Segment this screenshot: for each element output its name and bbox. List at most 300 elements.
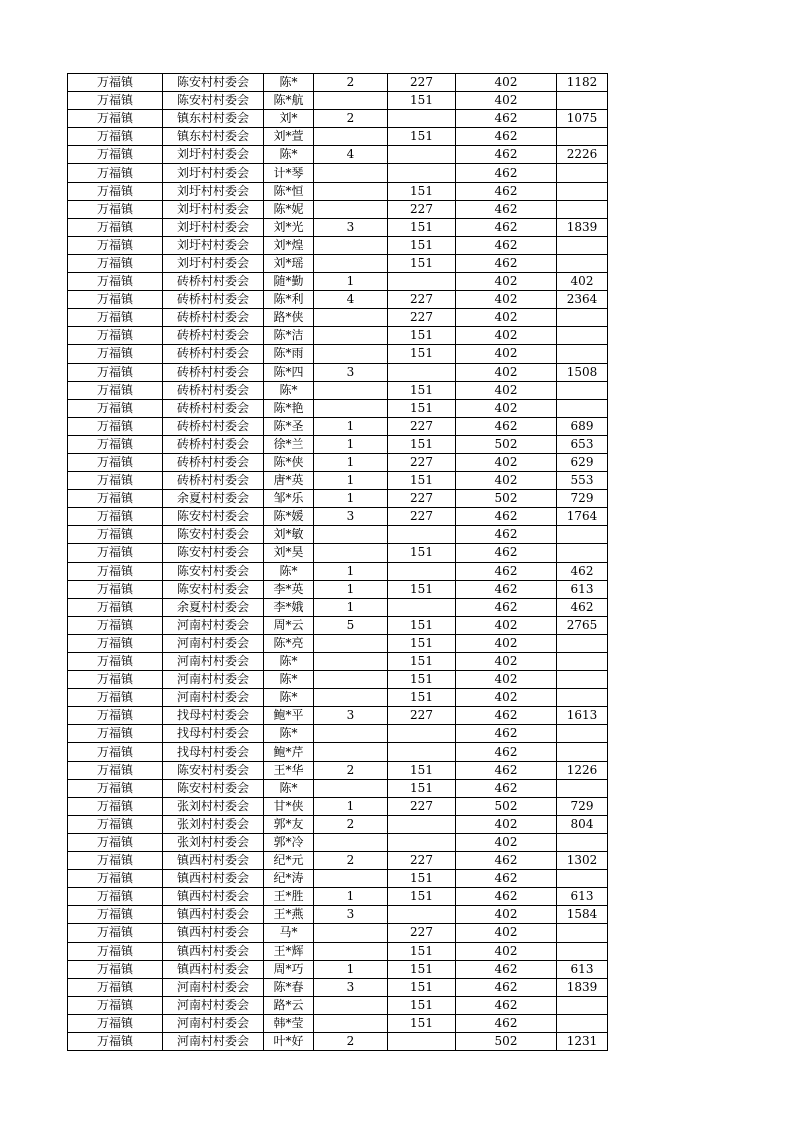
amount-a-cell bbox=[388, 164, 456, 182]
town-cell: 万福镇 bbox=[68, 797, 163, 815]
amount-a-cell: 151 bbox=[388, 653, 456, 671]
total-cell: 613 bbox=[557, 960, 608, 978]
town-cell: 万福镇 bbox=[68, 164, 163, 182]
person-name-cell: 王*燕 bbox=[264, 906, 314, 924]
village-committee-cell: 河南村村委会 bbox=[163, 616, 264, 634]
amount-a-cell: 151 bbox=[388, 218, 456, 236]
town-cell: 万福镇 bbox=[68, 978, 163, 996]
amount-a-cell bbox=[388, 598, 456, 616]
town-cell: 万福镇 bbox=[68, 110, 163, 128]
town-cell: 万福镇 bbox=[68, 146, 163, 164]
household-count-cell bbox=[314, 924, 388, 942]
village-committee-cell: 河南村村委会 bbox=[163, 634, 264, 652]
village-committee-cell: 砖桥村村委会 bbox=[163, 417, 264, 435]
table-row bbox=[68, 653, 608, 671]
amount-b-cell: 462 bbox=[456, 526, 557, 544]
amount-a-cell: 151 bbox=[388, 580, 456, 598]
person-name-cell: 陈*圣 bbox=[264, 417, 314, 435]
amount-b-cell: 462 bbox=[456, 580, 557, 598]
amount-b-cell: 402 bbox=[456, 616, 557, 634]
amount-b-cell: 462 bbox=[456, 164, 557, 182]
amount-a-cell: 151 bbox=[388, 182, 456, 200]
person-name-cell: 王*华 bbox=[264, 761, 314, 779]
amount-b-cell: 462 bbox=[456, 218, 557, 236]
household-count-cell: 1 bbox=[314, 562, 388, 580]
table-row bbox=[68, 146, 608, 164]
amount-b-cell: 402 bbox=[456, 833, 557, 851]
amount-a-cell: 227 bbox=[388, 797, 456, 815]
total-cell bbox=[557, 544, 608, 562]
household-count-cell bbox=[314, 236, 388, 254]
person-name-cell: 陈* bbox=[264, 562, 314, 580]
person-name-cell: 徐*兰 bbox=[264, 435, 314, 453]
village-committee-cell: 找母村村委会 bbox=[163, 725, 264, 743]
household-count-cell bbox=[314, 128, 388, 146]
amount-b-cell: 462 bbox=[456, 254, 557, 272]
total-cell bbox=[557, 942, 608, 960]
total-cell: 629 bbox=[557, 453, 608, 471]
household-count-cell: 1 bbox=[314, 580, 388, 598]
table-row bbox=[68, 996, 608, 1014]
table-row bbox=[68, 92, 608, 110]
person-name-cell: 刘*瑶 bbox=[264, 254, 314, 272]
total-cell bbox=[557, 254, 608, 272]
amount-b-cell: 402 bbox=[456, 653, 557, 671]
household-count-cell: 1 bbox=[314, 797, 388, 815]
amount-a-cell: 227 bbox=[388, 453, 456, 471]
amount-a-cell: 151 bbox=[388, 870, 456, 888]
household-count-cell bbox=[314, 164, 388, 182]
village-committee-cell: 张刘村村委会 bbox=[163, 815, 264, 833]
table-row bbox=[68, 580, 608, 598]
household-count-cell: 2 bbox=[314, 761, 388, 779]
village-committee-cell: 陈安村村委会 bbox=[163, 562, 264, 580]
town-cell: 万福镇 bbox=[68, 689, 163, 707]
village-committee-cell: 找母村村委会 bbox=[163, 707, 264, 725]
table-row bbox=[68, 978, 608, 996]
total-cell: 1226 bbox=[557, 761, 608, 779]
total-cell: 1075 bbox=[557, 110, 608, 128]
person-name-cell: 郭*冷 bbox=[264, 833, 314, 851]
amount-a-cell bbox=[388, 725, 456, 743]
table-row bbox=[68, 309, 608, 327]
household-count-cell bbox=[314, 942, 388, 960]
amount-b-cell: 402 bbox=[456, 924, 557, 942]
total-cell bbox=[557, 996, 608, 1014]
household-count-cell: 5 bbox=[314, 616, 388, 634]
household-count-cell bbox=[314, 833, 388, 851]
amount-b-cell: 462 bbox=[456, 960, 557, 978]
amount-b-cell: 502 bbox=[456, 435, 557, 453]
town-cell: 万福镇 bbox=[68, 906, 163, 924]
amount-b-cell: 462 bbox=[456, 725, 557, 743]
amount-a-cell bbox=[388, 815, 456, 833]
village-committee-cell: 陈安村村委会 bbox=[163, 74, 264, 92]
village-committee-cell: 刘圩村村委会 bbox=[163, 182, 264, 200]
town-cell: 万福镇 bbox=[68, 273, 163, 291]
household-count-cell bbox=[314, 743, 388, 761]
amount-b-cell: 462 bbox=[456, 200, 557, 218]
amount-a-cell: 151 bbox=[388, 1014, 456, 1032]
table-row bbox=[68, 164, 608, 182]
table-row bbox=[68, 218, 608, 236]
village-committee-cell: 镇西村村委会 bbox=[163, 960, 264, 978]
total-cell bbox=[557, 309, 608, 327]
total-cell bbox=[557, 725, 608, 743]
table-row bbox=[68, 417, 608, 435]
person-name-cell: 陈* bbox=[264, 146, 314, 164]
amount-a-cell: 227 bbox=[388, 200, 456, 218]
village-committee-cell: 砖桥村村委会 bbox=[163, 399, 264, 417]
household-count-cell bbox=[314, 200, 388, 218]
table-row bbox=[68, 110, 608, 128]
amount-a-cell: 227 bbox=[388, 74, 456, 92]
table-row bbox=[68, 544, 608, 562]
amount-a-cell: 151 bbox=[388, 960, 456, 978]
household-count-cell: 3 bbox=[314, 906, 388, 924]
household-count-cell bbox=[314, 1014, 388, 1032]
person-name-cell: 路*侠 bbox=[264, 309, 314, 327]
total-cell: 613 bbox=[557, 888, 608, 906]
village-committee-cell: 陈安村村委会 bbox=[163, 580, 264, 598]
amount-a-cell: 151 bbox=[388, 996, 456, 1014]
person-name-cell: 纪*元 bbox=[264, 852, 314, 870]
amount-a-cell: 151 bbox=[388, 544, 456, 562]
household-count-cell bbox=[314, 725, 388, 743]
table-row bbox=[68, 1032, 608, 1050]
household-count-cell: 1 bbox=[314, 490, 388, 508]
town-cell: 万福镇 bbox=[68, 616, 163, 634]
household-count-cell bbox=[314, 399, 388, 417]
town-cell: 万福镇 bbox=[68, 128, 163, 146]
village-committee-cell: 陈安村村委会 bbox=[163, 508, 264, 526]
table-row bbox=[68, 761, 608, 779]
town-cell: 万福镇 bbox=[68, 544, 163, 562]
household-count-cell: 1 bbox=[314, 435, 388, 453]
table-row bbox=[68, 797, 608, 815]
table-body bbox=[68, 74, 608, 1051]
amount-b-cell: 462 bbox=[456, 128, 557, 146]
total-cell: 1764 bbox=[557, 508, 608, 526]
household-count-cell bbox=[314, 689, 388, 707]
amount-b-cell: 402 bbox=[456, 381, 557, 399]
amount-a-cell: 227 bbox=[388, 508, 456, 526]
amount-a-cell: 151 bbox=[388, 381, 456, 399]
table-row bbox=[68, 363, 608, 381]
town-cell: 万福镇 bbox=[68, 345, 163, 363]
village-committee-cell: 陈安村村委会 bbox=[163, 526, 264, 544]
amount-a-cell bbox=[388, 110, 456, 128]
person-name-cell: 陈*雨 bbox=[264, 345, 314, 363]
table-row bbox=[68, 634, 608, 652]
person-name-cell: 李*娥 bbox=[264, 598, 314, 616]
household-count-cell: 4 bbox=[314, 291, 388, 309]
town-cell: 万福镇 bbox=[68, 291, 163, 309]
total-cell: 1302 bbox=[557, 852, 608, 870]
town-cell: 万福镇 bbox=[68, 833, 163, 851]
amount-b-cell: 462 bbox=[456, 508, 557, 526]
total-cell: 2364 bbox=[557, 291, 608, 309]
person-name-cell: 随*勤 bbox=[264, 273, 314, 291]
total-cell bbox=[557, 924, 608, 942]
household-count-cell: 2 bbox=[314, 1032, 388, 1050]
town-cell: 万福镇 bbox=[68, 236, 163, 254]
total-cell: 1613 bbox=[557, 707, 608, 725]
amount-a-cell: 151 bbox=[388, 435, 456, 453]
household-count-cell: 3 bbox=[314, 218, 388, 236]
village-committee-cell: 镇西村村委会 bbox=[163, 870, 264, 888]
town-cell: 万福镇 bbox=[68, 634, 163, 652]
village-committee-cell: 砖桥村村委会 bbox=[163, 435, 264, 453]
village-committee-cell: 砖桥村村委会 bbox=[163, 309, 264, 327]
town-cell: 万福镇 bbox=[68, 490, 163, 508]
total-cell: 1584 bbox=[557, 906, 608, 924]
household-count-cell: 1 bbox=[314, 472, 388, 490]
household-count-cell bbox=[314, 653, 388, 671]
table-row bbox=[68, 345, 608, 363]
town-cell: 万福镇 bbox=[68, 996, 163, 1014]
total-cell bbox=[557, 92, 608, 110]
amount-b-cell: 462 bbox=[456, 870, 557, 888]
person-name-cell: 唐*英 bbox=[264, 472, 314, 490]
amount-a-cell bbox=[388, 562, 456, 580]
total-cell bbox=[557, 653, 608, 671]
town-cell: 万福镇 bbox=[68, 363, 163, 381]
amount-a-cell: 151 bbox=[388, 888, 456, 906]
total-cell: 689 bbox=[557, 417, 608, 435]
table-row bbox=[68, 906, 608, 924]
town-cell: 万福镇 bbox=[68, 435, 163, 453]
amount-b-cell: 462 bbox=[456, 779, 557, 797]
village-committee-cell: 河南村村委会 bbox=[163, 978, 264, 996]
total-cell bbox=[557, 870, 608, 888]
town-cell: 万福镇 bbox=[68, 761, 163, 779]
amount-a-cell: 227 bbox=[388, 291, 456, 309]
person-name-cell: 王*胜 bbox=[264, 888, 314, 906]
village-committee-cell: 砖桥村村委会 bbox=[163, 453, 264, 471]
person-name-cell: 甘*侠 bbox=[264, 797, 314, 815]
household-count-cell bbox=[314, 779, 388, 797]
town-cell: 万福镇 bbox=[68, 815, 163, 833]
amount-b-cell: 402 bbox=[456, 815, 557, 833]
person-name-cell: 陈*妮 bbox=[264, 200, 314, 218]
total-cell: 1839 bbox=[557, 218, 608, 236]
table-row bbox=[68, 236, 608, 254]
table-row bbox=[68, 182, 608, 200]
table-row bbox=[68, 200, 608, 218]
person-name-cell: 刘*煌 bbox=[264, 236, 314, 254]
village-committee-cell: 砖桥村村委会 bbox=[163, 381, 264, 399]
total-cell bbox=[557, 327, 608, 345]
amount-a-cell: 151 bbox=[388, 671, 456, 689]
town-cell: 万福镇 bbox=[68, 743, 163, 761]
total-cell bbox=[557, 399, 608, 417]
town-cell: 万福镇 bbox=[68, 399, 163, 417]
town-cell: 万福镇 bbox=[68, 580, 163, 598]
table-row bbox=[68, 852, 608, 870]
amount-b-cell: 462 bbox=[456, 598, 557, 616]
total-cell bbox=[557, 182, 608, 200]
amount-b-cell: 402 bbox=[456, 92, 557, 110]
total-cell bbox=[557, 671, 608, 689]
town-cell: 万福镇 bbox=[68, 852, 163, 870]
town-cell: 万福镇 bbox=[68, 707, 163, 725]
amount-a-cell: 151 bbox=[388, 779, 456, 797]
amount-b-cell: 462 bbox=[456, 146, 557, 164]
village-committee-cell: 镇西村村委会 bbox=[163, 924, 264, 942]
table-row bbox=[68, 273, 608, 291]
village-committee-cell: 张刘村村委会 bbox=[163, 833, 264, 851]
total-cell bbox=[557, 345, 608, 363]
town-cell: 万福镇 bbox=[68, 92, 163, 110]
village-committee-cell: 砖桥村村委会 bbox=[163, 363, 264, 381]
amount-a-cell bbox=[388, 1032, 456, 1050]
person-name-cell: 邹*乐 bbox=[264, 490, 314, 508]
amount-a-cell: 227 bbox=[388, 707, 456, 725]
amount-a-cell: 151 bbox=[388, 399, 456, 417]
table-row bbox=[68, 616, 608, 634]
town-cell: 万福镇 bbox=[68, 671, 163, 689]
amount-a-cell: 151 bbox=[388, 92, 456, 110]
person-name-cell: 陈*利 bbox=[264, 291, 314, 309]
amount-b-cell: 462 bbox=[456, 996, 557, 1014]
town-cell: 万福镇 bbox=[68, 182, 163, 200]
town-cell: 万福镇 bbox=[68, 453, 163, 471]
household-count-cell: 2 bbox=[314, 815, 388, 833]
table-row bbox=[68, 870, 608, 888]
total-cell bbox=[557, 381, 608, 399]
town-cell: 万福镇 bbox=[68, 870, 163, 888]
village-committee-cell: 刘圩村村委会 bbox=[163, 218, 264, 236]
village-committee-cell: 河南村村委会 bbox=[163, 1032, 264, 1050]
amount-a-cell: 227 bbox=[388, 852, 456, 870]
household-count-cell bbox=[314, 870, 388, 888]
village-committee-cell: 砖桥村村委会 bbox=[163, 345, 264, 363]
village-committee-cell: 陈安村村委会 bbox=[163, 779, 264, 797]
town-cell: 万福镇 bbox=[68, 218, 163, 236]
village-committee-cell: 找母村村委会 bbox=[163, 743, 264, 761]
person-name-cell: 周*巧 bbox=[264, 960, 314, 978]
town-cell: 万福镇 bbox=[68, 254, 163, 272]
amount-a-cell: 151 bbox=[388, 616, 456, 634]
amount-a-cell bbox=[388, 526, 456, 544]
table-row bbox=[68, 815, 608, 833]
amount-b-cell: 502 bbox=[456, 490, 557, 508]
table-row bbox=[68, 1014, 608, 1032]
household-count-cell: 1 bbox=[314, 888, 388, 906]
person-name-cell: 马* bbox=[264, 924, 314, 942]
town-cell: 万福镇 bbox=[68, 327, 163, 345]
amount-b-cell: 402 bbox=[456, 671, 557, 689]
household-count-cell bbox=[314, 182, 388, 200]
village-committee-cell: 刘圩村村委会 bbox=[163, 164, 264, 182]
village-committee-cell: 砖桥村村委会 bbox=[163, 327, 264, 345]
total-cell bbox=[557, 689, 608, 707]
village-committee-cell: 余夏村村委会 bbox=[163, 598, 264, 616]
person-name-cell: 刘*萱 bbox=[264, 128, 314, 146]
town-cell: 万福镇 bbox=[68, 1014, 163, 1032]
total-cell bbox=[557, 634, 608, 652]
person-name-cell: 刘*昊 bbox=[264, 544, 314, 562]
village-committee-cell: 镇西村村委会 bbox=[163, 906, 264, 924]
person-name-cell: 陈*洁 bbox=[264, 327, 314, 345]
amount-b-cell: 462 bbox=[456, 978, 557, 996]
amount-a-cell: 151 bbox=[388, 327, 456, 345]
amount-a-cell: 227 bbox=[388, 490, 456, 508]
total-cell: 613 bbox=[557, 580, 608, 598]
amount-a-cell: 151 bbox=[388, 254, 456, 272]
household-count-cell: 3 bbox=[314, 707, 388, 725]
person-name-cell: 陈*恒 bbox=[264, 182, 314, 200]
person-name-cell: 路*云 bbox=[264, 996, 314, 1014]
village-committee-cell: 陈安村村委会 bbox=[163, 761, 264, 779]
total-cell: 1508 bbox=[557, 363, 608, 381]
person-name-cell: 陈*四 bbox=[264, 363, 314, 381]
village-committee-cell: 陈安村村委会 bbox=[163, 544, 264, 562]
table-row bbox=[68, 779, 608, 797]
person-name-cell: 叶*好 bbox=[264, 1032, 314, 1050]
amount-b-cell: 462 bbox=[456, 417, 557, 435]
amount-b-cell: 502 bbox=[456, 797, 557, 815]
amount-a-cell bbox=[388, 146, 456, 164]
person-name-cell: 陈* bbox=[264, 689, 314, 707]
household-count-cell: 3 bbox=[314, 363, 388, 381]
town-cell: 万福镇 bbox=[68, 381, 163, 399]
household-count-cell: 4 bbox=[314, 146, 388, 164]
amount-b-cell: 402 bbox=[456, 399, 557, 417]
amount-b-cell: 402 bbox=[456, 74, 557, 92]
person-name-cell: 鲍*平 bbox=[264, 707, 314, 725]
total-cell: 462 bbox=[557, 598, 608, 616]
amount-b-cell: 462 bbox=[456, 743, 557, 761]
total-cell: 462 bbox=[557, 562, 608, 580]
person-name-cell: 陈* bbox=[264, 725, 314, 743]
table-row bbox=[68, 508, 608, 526]
person-name-cell: 陈*媛 bbox=[264, 508, 314, 526]
total-cell bbox=[557, 164, 608, 182]
person-name-cell: 陈* bbox=[264, 381, 314, 399]
total-cell: 729 bbox=[557, 490, 608, 508]
amount-b-cell: 402 bbox=[456, 942, 557, 960]
table-row bbox=[68, 725, 608, 743]
table-row bbox=[68, 960, 608, 978]
amount-a-cell: 227 bbox=[388, 417, 456, 435]
village-committee-cell: 镇西村村委会 bbox=[163, 888, 264, 906]
amount-b-cell: 462 bbox=[456, 182, 557, 200]
table-row bbox=[68, 598, 608, 616]
household-count-cell bbox=[314, 671, 388, 689]
amount-a-cell: 151 bbox=[388, 942, 456, 960]
person-name-cell: 王*辉 bbox=[264, 942, 314, 960]
total-cell: 2765 bbox=[557, 616, 608, 634]
village-committee-cell: 河南村村委会 bbox=[163, 689, 264, 707]
household-count-cell: 2 bbox=[314, 852, 388, 870]
table-row bbox=[68, 924, 608, 942]
table-row bbox=[68, 689, 608, 707]
total-cell bbox=[557, 743, 608, 761]
village-committee-cell: 砖桥村村委会 bbox=[163, 273, 264, 291]
household-count-cell bbox=[314, 345, 388, 363]
amount-b-cell: 402 bbox=[456, 634, 557, 652]
town-cell: 万福镇 bbox=[68, 888, 163, 906]
town-cell: 万福镇 bbox=[68, 508, 163, 526]
person-name-cell: 鲍*芹 bbox=[264, 743, 314, 761]
person-name-cell: 陈*航 bbox=[264, 92, 314, 110]
total-cell bbox=[557, 1014, 608, 1032]
table-row bbox=[68, 327, 608, 345]
town-cell: 万福镇 bbox=[68, 598, 163, 616]
amount-b-cell: 402 bbox=[456, 309, 557, 327]
